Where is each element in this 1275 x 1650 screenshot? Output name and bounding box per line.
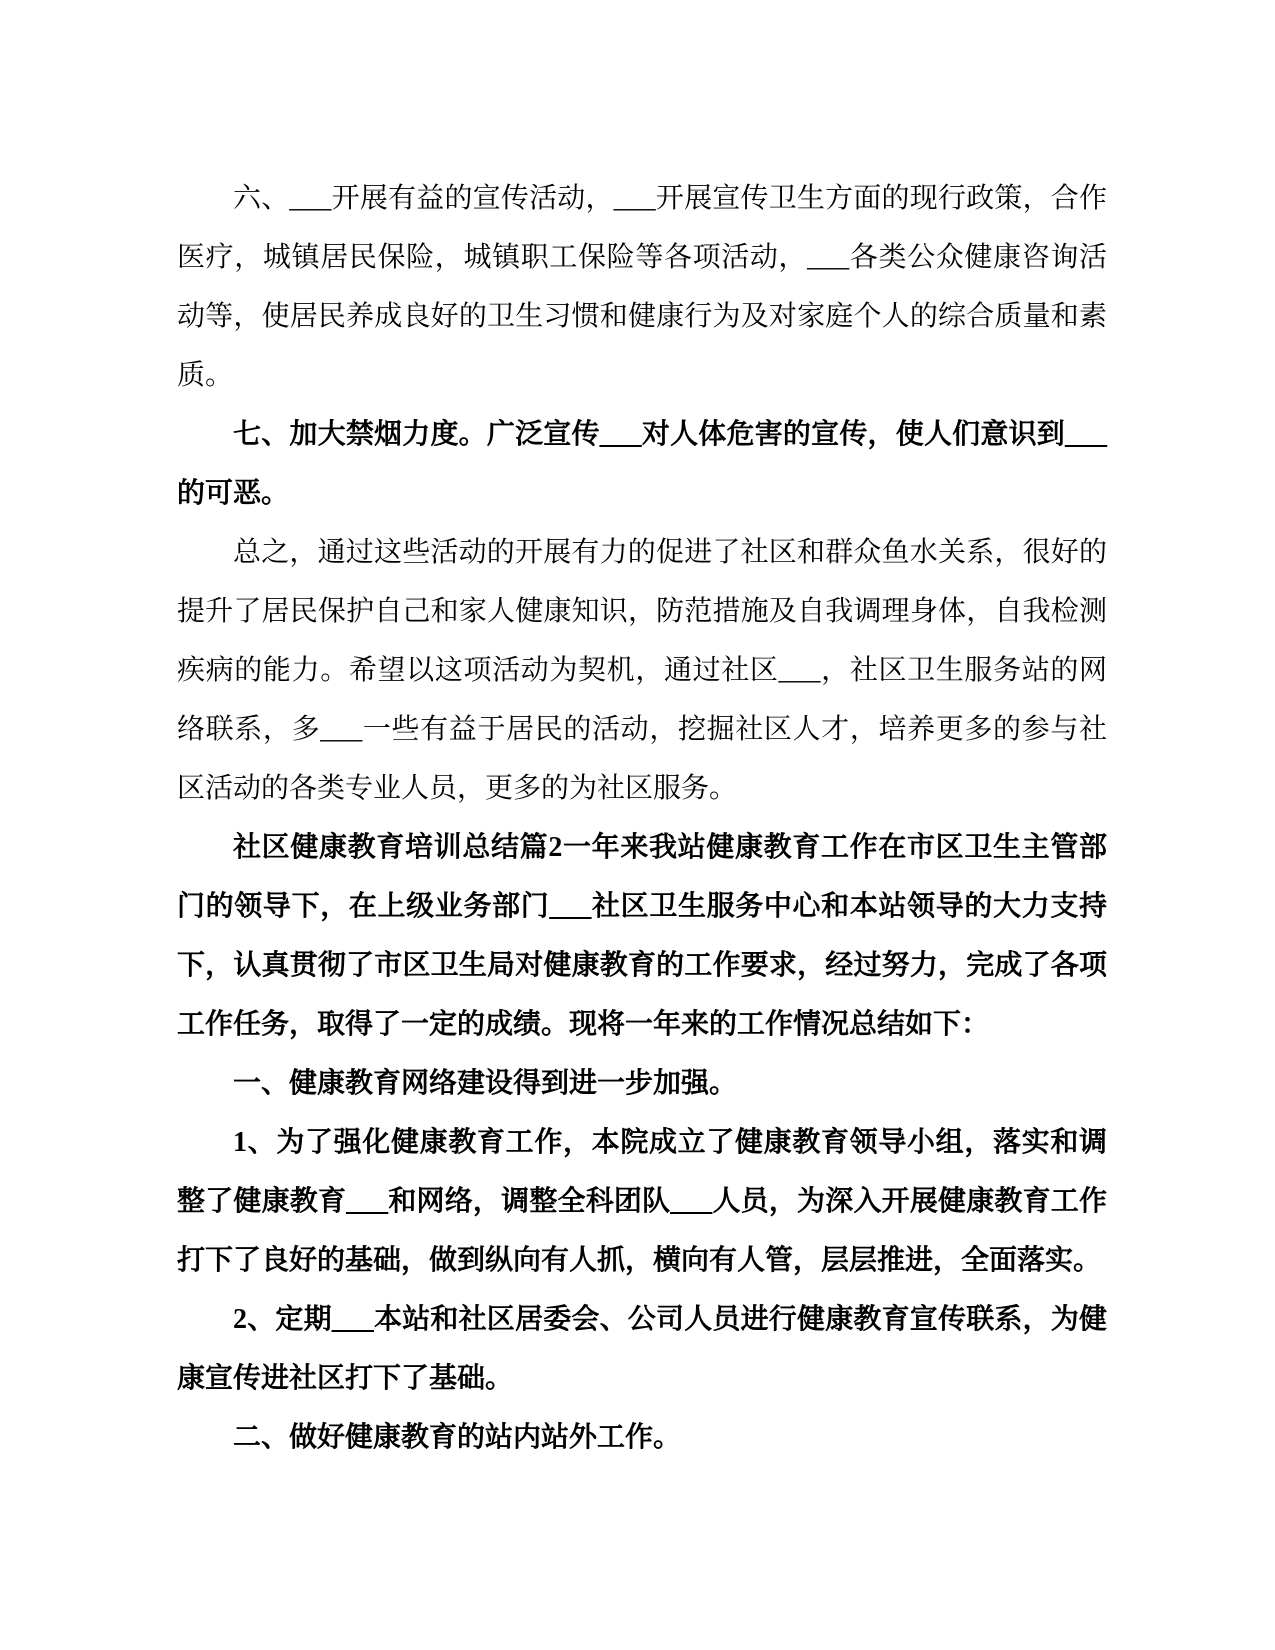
paragraph-heading-1-network-building: 一、健康教育网络建设得到进一步加强。	[233, 1068, 738, 1099]
paragraph-section-6-publicity-activities: 六、___开展有益的宣传活动，___开展宣传卫生方面的现行政策，合作医疗，城镇居民保险，城镇职工保险等各项活动，___各类公众健康咨询活动等，使居民养成良好的卫生习惯和健康行为及对家庭个人的综合质量和素质。	[177, 183, 1107, 391]
paragraph-heading-2-station-work: 二、做好健康教育的站内站外工作。	[233, 1422, 682, 1453]
paragraph-summary-conclusion: 总之，通过这些活动的开展有力的促进了社区和群众鱼水关系，很好的提升了居民保护自己和家人健康知识，防范措施及自我调理身体，自我检测疾病的能力。希望以这项活动为契机，通过社区___，社区卫生服务站的网络联系，多___一些有益于居民的活动，挖掘社区人才，培养更多的参与社区活动的各类专业人员，更多的为社区服务。	[177, 537, 1107, 804]
paragraph-item-1-leadership-group: 1、为了强化健康教育工作，本院成立了健康教育领导小组，落实和调整了健康教育___和网络，调整全科团队___人员，为深入开展健康教育工作打下了良好的基础，做到纵向有人抓，横向有人管，层层推进，全面落实。	[177, 1127, 1107, 1276]
paragraph-item-2-regular-liaison: 2、定期___本站和社区居委会、公司人员进行健康教育宣传联系，为健康宣传进社区打下了基础。	[177, 1304, 1107, 1394]
paragraph-training-summary-part2-intro: 社区健康教育培训总结篇2一年来我站健康教育工作在市区卫生主管部门的领导下，在上级业务部门___社区卫生服务中心和本站领导的大力支持下，认真贯彻了市区卫生局对健康教育的工作要求，经过努力，完成了各项工作任务，取得了一定的成绩。现将一年来的工作情况总结如下：	[177, 832, 1107, 1040]
document-body	[177, 169, 1107, 1467]
paragraph-section-7-smoking-ban: 七、加大禁烟力度。广泛宣传___对人体危害的宣传，使人们意识到___的可恶。	[177, 419, 1107, 509]
